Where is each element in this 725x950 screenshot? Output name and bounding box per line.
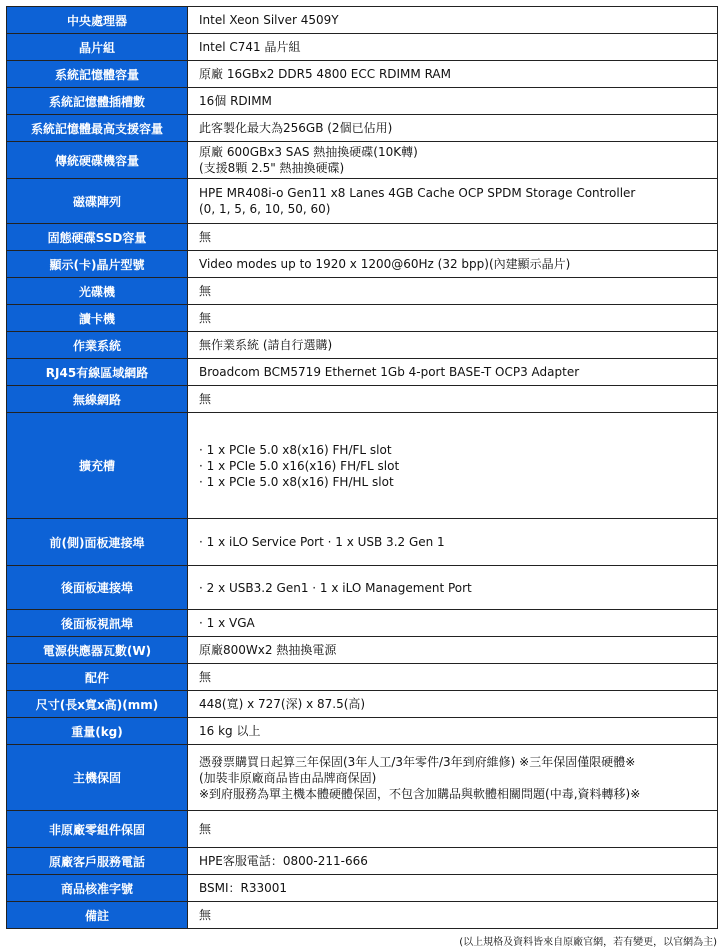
spec-label: 光碟機 — [7, 278, 188, 305]
spec-value — [188, 278, 718, 305]
spec-value-line: 原廠800Wx2 熱抽換電源 — [199, 643, 337, 657]
spec-value — [188, 7, 718, 34]
spec-value-line: · 1 x PCIe 5.0 x8(x16) FH/HL slot — [199, 474, 394, 489]
spec-table-body — [7, 7, 718, 929]
spec-value — [188, 664, 718, 691]
spec-row — [7, 811, 718, 848]
spec-row — [7, 115, 718, 142]
spec-row — [7, 179, 718, 224]
spec-value-line: 此客製化最大為256GB (2個已佔用) — [199, 121, 393, 135]
spec-label: 備註 — [7, 902, 188, 929]
spec-row — [7, 413, 718, 519]
spec-row — [7, 848, 718, 875]
spec-value-line: 無 — [199, 311, 212, 325]
spec-value-line: 無作業系統 (請自行選購) — [199, 338, 333, 352]
spec-value — [188, 142, 718, 179]
spec-value-line: 無 — [199, 230, 212, 244]
spec-value — [188, 386, 718, 413]
spec-row — [7, 61, 718, 88]
spec-row — [7, 332, 718, 359]
spec-value — [188, 691, 718, 718]
spec-label: 系統記憶體最高支援容量 — [7, 115, 188, 142]
spec-value-line: Broadcom BCM5719 Ethernet 1Gb 4-port BASE-T OCP3 Adapter — [199, 365, 580, 379]
spec-label: 重量(kg) — [7, 718, 188, 745]
spec-row — [7, 88, 718, 115]
spec-value-line: 無 — [199, 284, 212, 298]
spec-value — [188, 305, 718, 332]
spec-value-line: 無 — [199, 822, 212, 836]
spec-value — [188, 224, 718, 251]
spec-value-line: (0, 1, 5, 6, 10, 50, 60) — [199, 202, 331, 216]
spec-label: 作業系統 — [7, 332, 188, 359]
spec-value-line: HPE客服電話：0800-211-666 — [199, 854, 368, 868]
spec-value — [188, 413, 718, 519]
spec-row — [7, 902, 718, 929]
spec-value — [188, 637, 718, 664]
spec-value-line: · 1 x VGA — [199, 616, 255, 630]
spec-value-line: 憑發票購買日起算三年保固(3年人工/3年零件/3年到府維修) ※三年保固僅限硬體※ — [199, 754, 636, 769]
spec-label: 後面板視訊埠 — [7, 610, 188, 637]
spec-label: 磁碟陣列 — [7, 179, 188, 224]
spec-value-line: (支援8顆 2.5" 熱抽換硬碟) — [199, 161, 345, 175]
spec-row — [7, 718, 718, 745]
spec-value — [188, 902, 718, 929]
spec-row — [7, 875, 718, 902]
spec-value-line: ※到府服務為單主機本體硬體保固，不包含加購品與軟體相關問題(中毒,資料轉移)※ — [199, 786, 641, 801]
spec-row — [7, 745, 718, 811]
spec-value — [188, 115, 718, 142]
spec-label: 主機保固 — [7, 745, 188, 811]
spec-row — [7, 251, 718, 278]
spec-label: 電源供應器瓦數(W) — [7, 637, 188, 664]
spec-row — [7, 359, 718, 386]
spec-value-line: · 1 x PCIe 5.0 x8(x16) FH/FL slot — [199, 442, 392, 457]
spec-value — [188, 745, 718, 811]
spec-label: 固態硬碟SSD容量 — [7, 224, 188, 251]
spec-value-line: 16個 RDIMM — [199, 94, 272, 108]
spec-value — [188, 610, 718, 637]
spec-row — [7, 637, 718, 664]
spec-value — [188, 34, 718, 61]
spec-value-line: 無 — [199, 670, 212, 684]
spec-label: 讀卡機 — [7, 305, 188, 332]
spec-label: RJ45有線區域網路 — [7, 359, 188, 386]
spec-label: 中央處理器 — [7, 7, 188, 34]
spec-value — [188, 848, 718, 875]
spec-table — [6, 6, 718, 929]
spec-label: 傳統硬碟機容量 — [7, 142, 188, 179]
spec-label: 擴充槽 — [7, 413, 188, 519]
spec-value — [188, 811, 718, 848]
spec-value — [188, 88, 718, 115]
spec-label: 尺寸(長x寬x高)(mm) — [7, 691, 188, 718]
spec-row — [7, 566, 718, 610]
spec-value-line: 原廠 600GBx3 SAS 熱抽換硬碟(10K轉) — [199, 145, 418, 159]
spec-value-line: · 1 x PCIe 5.0 x16(x16) FH/FL slot — [199, 458, 400, 473]
spec-value — [188, 61, 718, 88]
spec-row — [7, 386, 718, 413]
spec-row — [7, 519, 718, 566]
spec-value-line: 448(寬) x 727(深) x 87.5(高) — [199, 697, 366, 711]
spec-value — [188, 718, 718, 745]
spec-label: 商品核准字號 — [7, 875, 188, 902]
spec-value-line: 無 — [199, 908, 212, 922]
spec-value — [188, 251, 718, 278]
spec-label: 系統記憶體容量 — [7, 61, 188, 88]
spec-value-line: Intel Xeon Silver 4509Y — [199, 13, 339, 27]
spec-value-line: BSMI：R33001 — [199, 881, 288, 895]
spec-label: 顯示(卡)晶片型號 — [7, 251, 188, 278]
spec-label: 原廠客戶服務電話 — [7, 848, 188, 875]
spec-value — [188, 332, 718, 359]
spec-label: 前(側)面板連接埠 — [7, 519, 188, 566]
spec-row — [7, 224, 718, 251]
spec-value-line: 原廠 16GBx2 DDR5 4800 ECC RDIMM RAM — [199, 67, 451, 81]
spec-value — [188, 359, 718, 386]
spec-row — [7, 691, 718, 718]
spec-label: 系統記憶體插槽數 — [7, 88, 188, 115]
spec-value-line: Video modes up to 1920 x 1200@60Hz (32 bpp)(內建顯示晶片) — [199, 257, 571, 271]
spec-row — [7, 664, 718, 691]
spec-value — [188, 566, 718, 610]
spec-row — [7, 610, 718, 637]
spec-value — [188, 875, 718, 902]
spec-value — [188, 179, 718, 224]
spec-row — [7, 7, 718, 34]
spec-value-line: · 2 x USB3.2 Gen1 · 1 x iLO Management Port — [199, 580, 472, 595]
spec-label: 無線網路 — [7, 386, 188, 413]
spec-value-line: · 1 x iLO Service Port · 1 x USB 3.2 Gen 1 — [199, 535, 445, 549]
spec-label: 非原廠零組件保固 — [7, 811, 188, 848]
spec-value-line: HPE MR408i-o Gen11 x8 Lanes 4GB Cache OCP SPDM Storage Controller — [199, 186, 636, 200]
spec-value-line: 無 — [199, 392, 212, 406]
spec-row — [7, 142, 718, 179]
spec-value-line: 16 kg 以上 — [199, 724, 261, 738]
spec-value-line: Intel C741 晶片組 — [199, 40, 301, 54]
spec-label: 後面板連接埠 — [7, 566, 188, 610]
source-footnote: (以上規格及資料皆來自原廠官網，若有變更，以官網為主) — [459, 937, 717, 948]
spec-row — [7, 278, 718, 305]
spec-value-line: (加裝非原廠商品皆由品牌商保固) — [199, 770, 377, 785]
spec-row — [7, 34, 718, 61]
spec-value — [188, 519, 718, 566]
spec-row — [7, 305, 718, 332]
spec-label: 晶片組 — [7, 34, 188, 61]
spec-label: 配件 — [7, 664, 188, 691]
